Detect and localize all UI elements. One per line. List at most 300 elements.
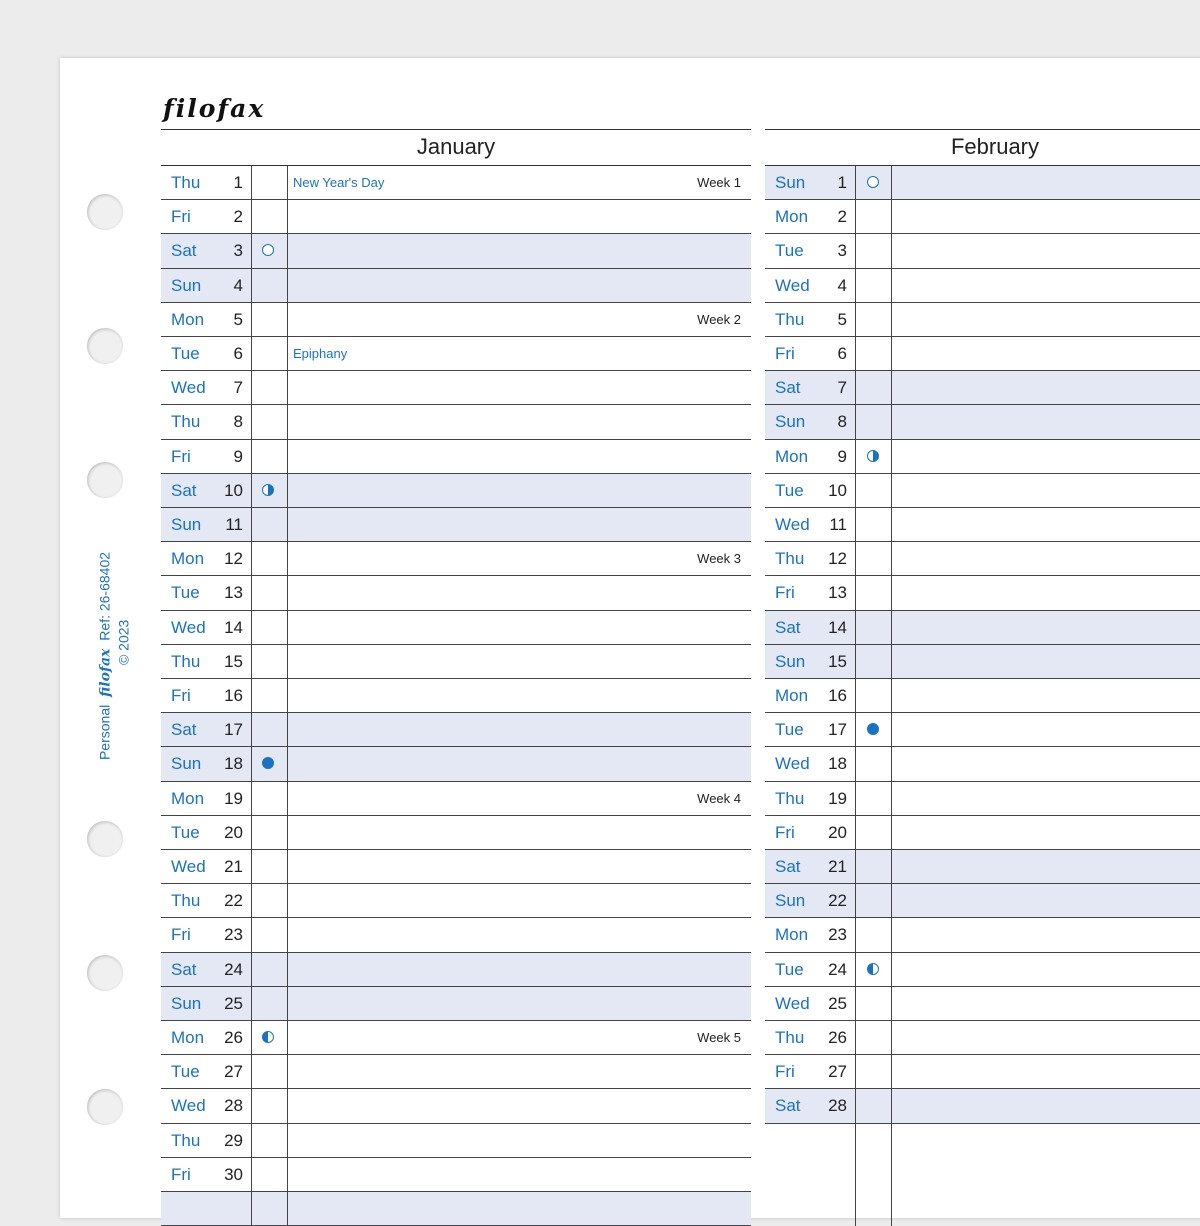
column-divider [891,953,892,987]
day-row[interactable] [765,234,1200,268]
day-row[interactable] [765,1158,1200,1192]
day-row[interactable] [765,611,1200,645]
day-number: 20 [224,822,243,842]
column-divider [891,850,892,884]
day-row[interactable] [161,508,751,542]
day-row[interactable] [765,1192,1200,1226]
column-divider [891,645,892,679]
day-name: Thu [171,173,201,192]
day-name: Sun [775,412,806,432]
column-divider [251,953,252,987]
side-size: Personal [96,704,113,761]
column-divider [251,611,252,645]
column-divider [855,440,856,474]
column-divider [891,166,892,200]
day-name: Mon [775,686,809,705]
column-divider [891,474,892,508]
column-divider [287,303,288,337]
column-divider [891,303,892,337]
day-name: Sat [171,959,197,979]
column-divider [891,1124,892,1158]
day-row[interactable] [161,1021,751,1055]
day-number: 16 [828,686,847,705]
punch-hole [87,821,123,857]
day-number: 19 [224,788,243,808]
day-row[interactable] [161,987,751,1021]
column-divider [855,679,856,713]
moon-full-icon [262,757,274,769]
column-divider [251,440,252,474]
day-row[interactable] [161,303,751,337]
day-number: 10 [828,480,847,500]
day-number: 28 [224,1096,243,1116]
column-divider [251,576,252,610]
column-divider [251,1055,252,1089]
day-number: 5 [837,309,847,329]
column-divider [251,1089,252,1123]
day-name: Mon [775,446,809,466]
column-divider [855,542,856,576]
day-row[interactable] [161,337,751,371]
column-divider [855,474,856,508]
column-divider [855,371,856,405]
day-name: Tue [171,1062,200,1082]
day-number: 21 [828,857,847,876]
day-number: 9 [837,446,847,466]
day-name: Thu [775,1028,805,1047]
day-row[interactable] [161,371,751,405]
column-divider [251,474,252,508]
column-divider [287,474,288,508]
column-divider [251,679,252,713]
day-number: 1 [233,173,243,192]
punch-hole [87,462,123,498]
column-divider [891,576,892,610]
day-row[interactable] [765,337,1200,371]
column-divider [855,713,856,747]
column-divider [891,918,892,952]
day-row[interactable] [161,440,751,474]
day-name: Fri [171,925,191,945]
day-row[interactable] [765,1055,1200,1089]
day-row[interactable] [161,576,751,610]
column-divider [855,987,856,1021]
column-divider [287,440,288,474]
day-name: Tue [775,480,804,500]
day-row[interactable] [161,918,751,952]
day-row[interactable] [765,953,1200,987]
day-row[interactable] [161,1158,751,1192]
day-number: 16 [224,686,243,705]
day-number: 4 [233,275,243,295]
day-name: Sat [171,720,197,740]
day-name: Fri [775,822,795,842]
column-divider [251,1158,252,1192]
day-name: Fri [775,583,795,603]
column-divider [251,884,252,918]
day-name: Wed [775,515,810,534]
day-name: Thu [775,309,805,329]
day-number: 8 [233,412,243,432]
day-number: 13 [828,583,847,603]
day-row[interactable] [765,1089,1200,1123]
day-number: 22 [828,891,847,911]
day-name: Fri [775,344,795,363]
column-divider [251,166,252,200]
day-number: 5 [233,309,243,329]
day-row[interactable] [161,645,751,679]
day-row[interactable] [161,474,751,508]
column-divider [251,337,252,371]
column-divider [251,508,252,542]
column-divider [287,1124,288,1158]
day-row[interactable] [765,918,1200,952]
day-row[interactable] [161,782,751,816]
column-divider [891,747,892,781]
day-number: 2 [233,207,243,227]
day-name: Thu [171,412,201,432]
day-row[interactable] [161,405,751,439]
day-row[interactable] [161,1055,751,1089]
day-name: Sun [775,651,806,671]
day-row[interactable] [765,713,1200,747]
day-number: 15 [224,651,243,671]
column-divider [855,166,856,200]
column-divider [855,337,856,371]
column-divider [855,269,856,303]
day-name: Tue [171,822,200,842]
column-divider [287,953,288,987]
column-divider [251,405,252,439]
day-number: 18 [828,754,847,774]
day-number: 24 [224,959,243,979]
column-divider [287,918,288,952]
day-row[interactable] [161,200,751,234]
month-header-february: February [765,129,1200,166]
day-number: 3 [837,241,847,261]
day-number: 17 [224,720,243,740]
day-name: Mon [775,207,809,227]
column-divider [287,987,288,1021]
side-label-line-1 [96,552,115,760]
column-divider [287,576,288,610]
day-row[interactable] [765,166,1200,200]
column-divider [891,337,892,371]
holiday-label: New Year's Day [293,175,385,190]
column-divider [855,1158,856,1192]
day-row[interactable] [161,542,751,576]
punch-hole [87,1089,123,1125]
day-row[interactable] [765,269,1200,303]
day-row[interactable] [161,747,751,781]
column-divider [251,782,252,816]
column-divider [855,303,856,337]
day-number: 7 [837,378,847,398]
day-name: Thu [775,788,805,808]
column-divider [855,850,856,884]
day-name: Fri [171,686,191,705]
column-divider [891,1192,892,1226]
day-row[interactable] [765,542,1200,576]
column-divider [287,542,288,576]
column-divider [891,1089,892,1123]
day-name: Tue [775,959,804,979]
column-divider [287,713,288,747]
column-divider [251,987,252,1021]
column-divider [891,816,892,850]
day-number: 11 [225,515,243,534]
day-number: 10 [224,480,243,500]
day-name: Tue [171,344,200,363]
day-row[interactable] [765,371,1200,405]
column-divider [251,747,252,781]
day-number: 6 [837,344,847,363]
column-divider [251,1021,252,1055]
column-divider [287,611,288,645]
column-divider [855,576,856,610]
column-divider [251,200,252,234]
column-divider [891,200,892,234]
day-name: Wed [171,617,206,637]
day-number: 29 [224,1130,243,1150]
day-row[interactable] [765,747,1200,781]
column-divider [891,1055,892,1089]
day-name: Wed [775,993,810,1013]
column-divider [855,1089,856,1123]
moon-new-icon [867,176,879,188]
column-divider [891,782,892,816]
column-divider [251,303,252,337]
day-row[interactable] [765,987,1200,1021]
column-divider [855,816,856,850]
column-divider [855,782,856,816]
day-number: 12 [224,549,243,569]
day-row[interactable] [161,850,751,884]
day-name: Sun [171,515,202,534]
day-number: 26 [828,1028,847,1047]
column-divider [891,542,892,576]
punch-hole [87,194,123,230]
day-number: 7 [233,378,243,398]
column-divider [287,1158,288,1192]
side-ref: Ref: 26-68402 [96,551,113,641]
day-name: Sat [775,617,801,637]
day-name: Mon [171,309,205,329]
column-divider [855,645,856,679]
day-row[interactable] [161,234,751,268]
column-divider [855,405,856,439]
day-name: Fri [171,207,191,227]
day-row[interactable] [161,269,751,303]
column-divider [891,234,892,268]
day-name: Wed [171,1096,206,1116]
column-divider [251,816,252,850]
column-divider [287,816,288,850]
day-number: 25 [224,993,243,1013]
day-name: Thu [775,549,805,569]
column-divider [251,542,252,576]
day-row[interactable] [765,645,1200,679]
column-divider [251,918,252,952]
column-divider [287,645,288,679]
column-divider [855,918,856,952]
column-divider [251,234,252,268]
column-divider [855,508,856,542]
column-divider [287,337,288,371]
day-row[interactable] [161,953,751,987]
day-number: 22 [224,891,243,911]
day-row[interactable] [161,611,751,645]
day-name: Tue [775,720,804,740]
filofax-logo: filofax [163,94,266,123]
punch-hole [87,955,123,991]
column-divider [855,1055,856,1089]
moon-last-quarter-icon [262,1031,274,1043]
day-name: Fri [171,1164,191,1184]
week-number-label: Week 3 [697,551,741,567]
day-number: 9 [233,446,243,466]
day-row[interactable] [765,782,1200,816]
day-number: 17 [828,720,847,740]
side-brand: filofax [97,648,114,697]
column-divider [287,884,288,918]
column-divider [251,1192,252,1226]
week-number-label: Week 2 [697,311,741,327]
day-row[interactable] [765,440,1200,474]
day-name: Sun [775,891,806,911]
day-number: 23 [224,925,243,945]
day-row[interactable] [765,405,1200,439]
column-divider [891,611,892,645]
day-number: 1 [837,173,847,192]
day-row[interactable] [161,1089,751,1123]
day-name: Mon [171,788,205,808]
day-name: Sat [171,241,197,261]
day-name: Mon [171,549,205,569]
day-row[interactable] [765,576,1200,610]
day-row[interactable] [765,1124,1200,1158]
day-name: Thu [171,891,201,911]
day-row[interactable] [765,303,1200,337]
column-divider [287,1021,288,1055]
day-number: 23 [828,925,847,945]
day-number: 3 [233,241,243,261]
side-reference-label [96,552,133,760]
day-name: Sat [171,480,197,500]
day-number: 4 [837,275,847,295]
column-divider [891,371,892,405]
day-number: 27 [828,1062,847,1082]
column-divider [855,611,856,645]
day-number: 2 [837,207,847,227]
day-name: Wed [171,378,206,398]
day-name: Sun [775,173,806,192]
day-number: 11 [829,515,847,534]
month-header-january: January [161,129,751,166]
day-row[interactable] [161,713,751,747]
holiday-label: Epiphany [293,346,348,361]
day-name: Fri [171,446,191,466]
moon-first-quarter-icon [867,450,879,462]
column-divider [251,713,252,747]
day-name: Thu [171,1130,201,1150]
column-divider [287,782,288,816]
column-divider [891,440,892,474]
column-divider [251,1124,252,1158]
column-divider [287,405,288,439]
day-name: Sun [171,993,202,1013]
day-row[interactable] [765,679,1200,713]
day-name: Fri [775,1062,795,1082]
column-divider [855,1124,856,1158]
column-divider [251,371,252,405]
day-name: Sat [775,857,801,876]
column-divider [855,747,856,781]
day-row[interactable] [765,850,1200,884]
day-row[interactable] [161,1124,751,1158]
day-number: 24 [828,959,847,979]
day-number: 20 [828,822,847,842]
day-row[interactable] [161,884,751,918]
day-row[interactable] [765,508,1200,542]
column-divider [855,200,856,234]
column-divider [855,1192,856,1226]
day-name: Tue [171,583,200,603]
moon-first-quarter-icon [262,484,274,496]
day-row[interactable] [161,816,751,850]
column-divider [287,1055,288,1089]
week-number-label: Week 1 [697,175,741,190]
day-number: 13 [224,583,243,603]
column-divider [891,987,892,1021]
column-divider [287,166,288,200]
day-row[interactable] [161,1192,751,1226]
day-number: 18 [224,754,243,774]
column-divider [891,405,892,439]
day-number: 14 [224,617,243,637]
moon-last-quarter-icon [867,963,879,975]
day-row[interactable] [765,474,1200,508]
day-name: Mon [775,925,809,945]
column-divider [251,269,252,303]
column-divider [287,747,288,781]
side-label-line-2 [115,552,133,760]
day-name: Sun [171,754,202,774]
day-row[interactable] [765,1021,1200,1055]
day-row[interactable] [765,200,1200,234]
day-row[interactable] [765,816,1200,850]
day-number: 6 [233,344,243,363]
column-divider [891,713,892,747]
day-name: Thu [171,651,201,671]
moon-full-icon [867,723,879,735]
column-divider [251,850,252,884]
column-divider [287,1192,288,1226]
day-row[interactable] [161,679,751,713]
week-number-label: Week 5 [697,1030,741,1045]
day-number: 8 [837,412,847,432]
column-divider [287,234,288,268]
day-row[interactable] [765,884,1200,918]
day-number: 19 [828,788,847,808]
day-number: 21 [224,857,243,876]
column-divider [287,371,288,405]
day-row[interactable] [161,166,751,200]
column-divider [891,508,892,542]
day-number: 12 [828,549,847,569]
day-name: Sat [775,378,801,398]
column-divider [855,234,856,268]
